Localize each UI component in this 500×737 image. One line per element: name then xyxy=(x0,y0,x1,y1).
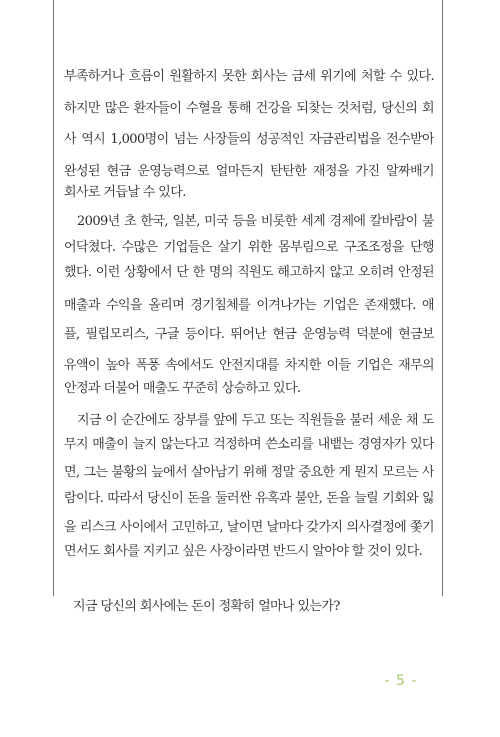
closing-question: 지금 당신의 회사에는 돈이 정확히 얼마나 있는가? xyxy=(73,599,340,614)
paragraph-3-line-3: 면, 그는 불황의 늪에서 살아남기 위해 정말 중요한 게 뭔지 모르는 사 xyxy=(64,465,434,480)
paragraph-3-line-1: 지금 이 순간에도 장부를 앞에 두고 또는 직원들을 불러 세운 채 도 xyxy=(77,413,434,428)
paragraph-2-line-6: 유액이 높아 폭풍 속에서도 안전지대를 차지한 이들 기업은 재무의 xyxy=(64,358,434,373)
paragraph-2-line-3: 했다. 이런 상황에서 단 한 명의 직원도 해고하지 않고 오히려 안정된 xyxy=(64,265,434,280)
paragraph-3-line-6: 면서도 회사를 지키고 싶은 사장이라면 반드시 알아야 할 것이 있다. xyxy=(64,544,423,559)
paragraph-1-line-2: 하지만 많은 환자들이 수혈을 통해 건강을 되찾는 것처럼, 당신의 회 xyxy=(64,101,434,116)
page-number: - 5 - xyxy=(384,673,418,689)
paragraph-1-line-1: 부족하거나 흐름이 원활하지 못한 회사는 금세 위기에 처할 수 있다. xyxy=(64,69,434,84)
left-margin-rule xyxy=(53,0,54,596)
paragraph-1-line-5: 회사로 거듭날 수 있다. xyxy=(64,185,186,200)
paragraph-1-line-4: 완성된 현금 운영능력으로 얼마든지 탄탄한 재정을 가진 알짜배기 xyxy=(64,164,434,179)
paragraph-3-line-2: 무지 매출이 늘지 않는다고 걱정하며 쓴소리를 내뱉는 경영자가 있다 xyxy=(64,437,434,452)
paragraph-2-line-1: 2009년 초 한국, 일본, 미국 등을 비롯한 세계 경제에 칼바람이 불 xyxy=(77,214,434,229)
paragraph-2-line-7: 안정과 더불어 매출도 꾸준히 상승하고 있다. xyxy=(64,381,301,396)
paragraph-2-line-4: 매출과 수익을 올리며 경기침체를 이겨나가는 기업은 존재했다. 애 xyxy=(64,298,434,313)
paragraph-1-line-3: 사 역시 1,000명이 넘는 사장들의 성공적인 자금관리법을 전수받아 xyxy=(64,132,434,147)
paragraph-3-line-4: 람이다. 따라서 당신이 돈을 둘러싼 유혹과 불안, 돈을 늘릴 기회와 잃 xyxy=(64,491,434,506)
paragraph-2-line-2: 어닥쳤다. 수많은 기업들은 살기 위한 몸부림으로 구조조정을 단행 xyxy=(64,240,434,255)
right-margin-rule xyxy=(442,0,443,596)
paragraph-2-line-5: 플, 필립모리스, 구글 등이다. 뛰어난 현금 운영능력 덕분에 현금보 xyxy=(64,327,434,342)
paragraph-3-line-5: 을 리스크 사이에서 고민하고, 날이면 날마다 갖가지 의사결정에 쫓기 xyxy=(64,520,434,535)
